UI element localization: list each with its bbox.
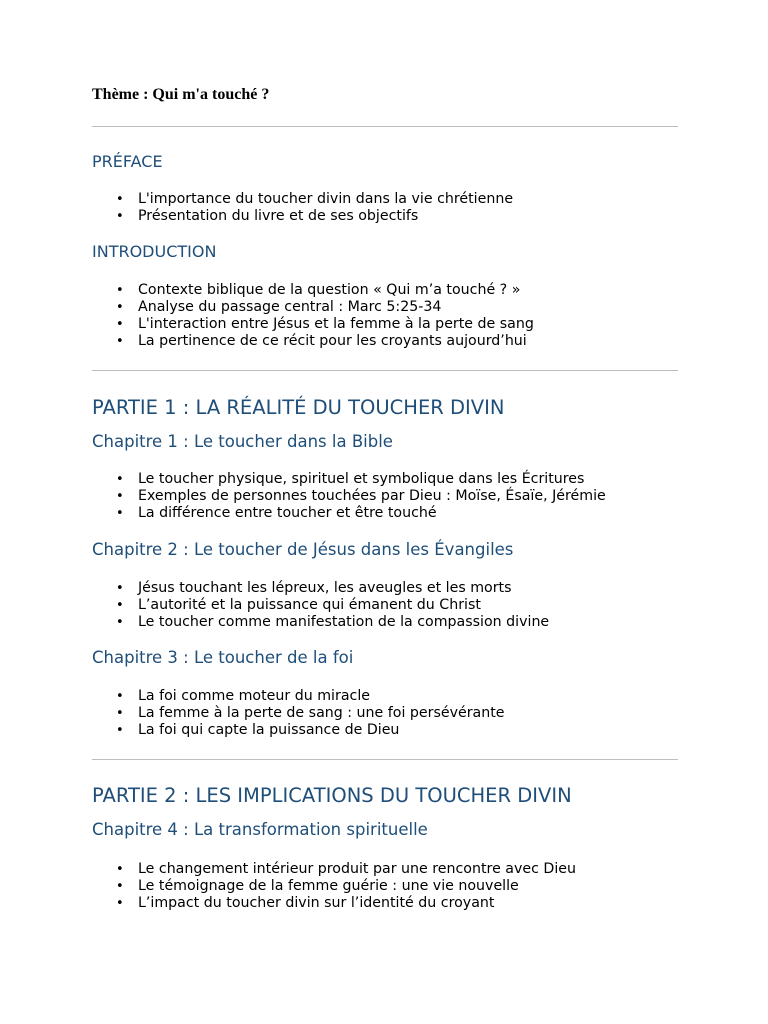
list-item: • Présentation du livre et de ses objectifs (116, 208, 419, 224)
list-item: • Analyse du passage central : Marc 5:25-34 (116, 299, 442, 315)
divider (92, 126, 678, 127)
list-item: • La différence entre toucher et être touché (116, 505, 437, 521)
list-item: • La femme à la perte de sang : une foi persévérante (116, 705, 505, 721)
list-item: • L'importance du toucher divin dans la vie chrétienne (116, 191, 514, 207)
bullet: • (116, 879, 124, 894)
bullet: • (116, 506, 124, 521)
bullet: • (116, 317, 124, 332)
bullet: • (116, 723, 124, 738)
list-item: • Contexte biblique de la question « Qui m’a touché ? » (116, 282, 521, 298)
bullet: • (116, 209, 124, 224)
chapter1-heading: Chapitre 1 : Le toucher dans la Bible (92, 432, 393, 451)
preface-list (92, 191, 513, 225)
list-item: • La foi qui capte la puissance de Dieu (116, 722, 400, 738)
chapter1-list (92, 471, 606, 522)
bullet: • (116, 706, 124, 721)
divider (92, 759, 678, 760)
bullet: • (116, 283, 124, 298)
list-item: • La foi comme moteur du miracle (116, 688, 370, 704)
introduction-list (92, 282, 534, 350)
list-item: • Le témoignage de la femme guérie : une vie nouvelle (116, 878, 519, 894)
list-item: • Le toucher physique, spirituel et symbolique dans les Écritures (116, 471, 585, 487)
bullet: • (116, 598, 124, 613)
bullet: • (116, 615, 124, 630)
bullet: • (116, 300, 124, 315)
chapter4-heading: Chapitre 4 : La transformation spirituelle (92, 820, 428, 839)
bullet: • (116, 862, 124, 877)
introduction-heading: INTRODUCTION (92, 242, 217, 261)
bullet: • (116, 489, 124, 504)
bullet: • (116, 689, 124, 704)
list-item: • L’impact du toucher divin sur l’identité du croyant (116, 895, 495, 911)
document-theme-title: Thème : Qui m'a touché ? (92, 86, 270, 103)
chapter3-heading: Chapitre 3 : Le toucher de la foi (92, 648, 354, 667)
list-item: • L'interaction entre Jésus et la femme à la perte de sang (116, 316, 534, 332)
list-item: • Le changement intérieur produit par une rencontre avec Dieu (116, 861, 577, 877)
bullet: • (116, 581, 124, 596)
chapter3-list (92, 688, 505, 739)
list-item: • Jésus touchant les lépreux, les aveugles et les morts (116, 580, 512, 596)
bullet: • (116, 896, 124, 911)
bullet: • (116, 334, 124, 349)
chapter4-list (92, 861, 576, 912)
bullet: • (116, 472, 124, 487)
list-item: • L’autorité et la puissance qui émanent du Christ (116, 597, 481, 613)
list-item: • Le toucher comme manifestation de la compassion divine (116, 614, 550, 630)
bullet: • (116, 192, 124, 207)
divider (92, 370, 678, 371)
part1-heading: PARTIE 1 : LA RÉALITÉ DU TOUCHER DIVIN (92, 396, 505, 419)
chapter2-list (92, 580, 549, 631)
part2-heading: PARTIE 2 : LES IMPLICATIONS DU TOUCHER DIVIN (92, 784, 572, 807)
chapter2-heading: Chapitre 2 : Le toucher de Jésus dans les Évangiles (92, 540, 514, 559)
list-item: • La pertinence de ce récit pour les croyants aujourd’hui (116, 333, 527, 349)
preface-heading: PRÉFACE (92, 152, 163, 171)
list-item: • Exemples de personnes touchées par Dieu : Moïse, Ésaïe, Jérémie (116, 488, 606, 504)
